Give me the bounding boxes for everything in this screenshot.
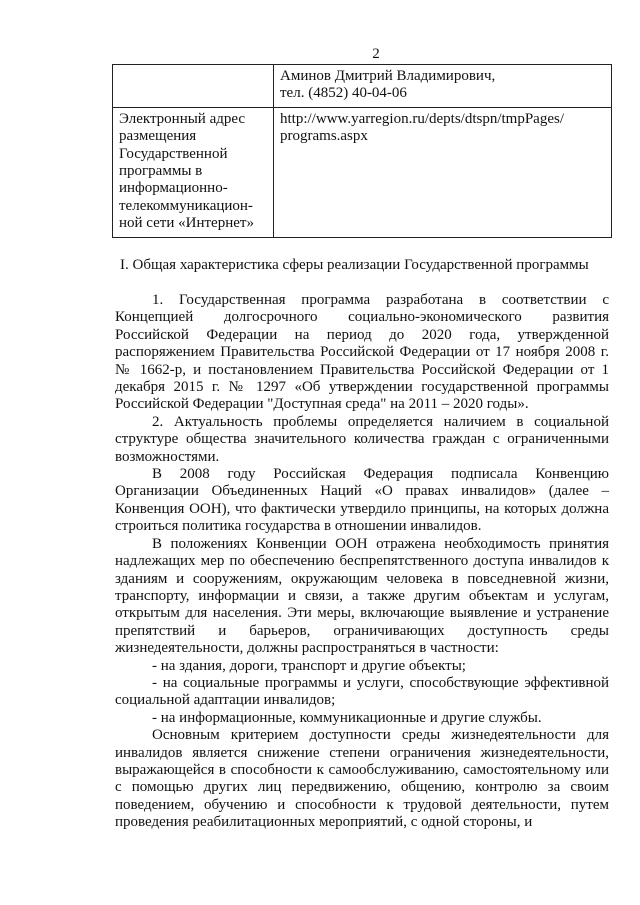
paragraph-line: 1. Государственная программа разработана в соответствии с [152, 292, 609, 308]
paragraph-line: поведением, обучению и способности к трудовой деятельности, путем [115, 796, 609, 813]
label-line: телекоммуникацион- [119, 197, 253, 214]
paragraph-line: строиться политика государства в отношении инвалидов. [115, 518, 482, 535]
paragraph-line: Основным критерием доступности среды жизнедеятельности для [152, 727, 609, 744]
paragraph-line: - на информационные, коммуникационные и другие службы. [152, 709, 542, 726]
paragraph-line: жизнедеятельности, должны распространяться в частности: [115, 640, 499, 657]
paragraph-line: - на здания, дороги, транспорт и другие объекты; [152, 657, 466, 674]
label-line: Государственной [119, 145, 228, 162]
paragraph-line: социальной адаптации инвалидов; [115, 692, 336, 709]
paragraph-line: № 1662-р, и постановлением Правительства Российской Федерации от 1 [115, 361, 609, 378]
paragraph-line: Российской Федерации на период до 2020 года, утвержденной [115, 326, 609, 343]
page-number: 2 [372, 46, 380, 62]
paragraph [115, 727, 609, 831]
paragraph-line: с помощью других лиц передвижению, общению, контролю за своим [115, 779, 609, 796]
label-line: информационно- [119, 180, 228, 197]
paragraph-line: зданиям и сооружениям, окружающим человека в повседневной жизни, [115, 570, 609, 587]
paragraph [115, 658, 609, 675]
program-info-table [112, 64, 612, 238]
paragraph [115, 466, 609, 536]
table-cell-empty [113, 65, 274, 108]
paragraph-line: надлежащих мер по обеспечению беспрепятственного доступа инвалидов к [115, 553, 609, 570]
paragraph-line: - на социальные программы и услуги, способствующие эффективной [152, 674, 609, 691]
document-body [115, 292, 609, 832]
contact-phone: тел. (4852) 40-04-06 [280, 85, 407, 102]
paragraph-line: препятствий и барьеров, ограничивающих доступность среды [115, 622, 609, 639]
table-row [113, 107, 612, 237]
section-heading: I. Общая характеристика сферы реализации Государственной программы [120, 257, 589, 273]
paragraph-line: структуре общества значительного количества граждан с ограниченными [115, 431, 609, 448]
paragraph [115, 536, 609, 658]
paragraph [115, 710, 609, 727]
paragraph-line: декабря 2015 г. № 1297 «Об утверждении государственной программы [115, 379, 609, 396]
paragraph-line: Конвенция ООН), что фактически утвердило принципы, на которых должна [115, 500, 609, 517]
paragraph-line: открытым для населения. Эти меры, включающие выявление и устранение [115, 605, 609, 622]
table-row [113, 65, 612, 108]
paragraph-line: 2. Актуальность проблемы определяется наличием в социальной [152, 413, 609, 430]
label-line: размещения [119, 128, 197, 145]
paragraph [115, 292, 609, 414]
paragraph-line: транспорту, информации и связи, а также другим объектам и услугам, [115, 587, 609, 604]
label-line: ной сети «Интернет» [119, 215, 254, 232]
paragraph-line: Организации Объединенных Наций «О правах инвалидов» (далее – [115, 483, 609, 500]
paragraph-line: возможностями. [115, 448, 220, 465]
label-line: Электронный адрес [119, 110, 246, 127]
table-cell-contact [274, 65, 612, 108]
paragraph-line: выражающейся в способности к самообслуживанию, самостоятельному или [115, 761, 609, 778]
paragraph-line: распоряжением Правительства Российской Федерации от 17 ноября 2008 г. [115, 344, 609, 361]
contact-name: Аминов Дмитрий Владимирович, [280, 68, 496, 84]
table-cell-url [274, 107, 612, 237]
paragraph-line: инвалидов является снижение степени ограничения жизнедеятельности, [115, 744, 609, 761]
paragraph [115, 414, 609, 466]
paragraph-line: В положениях Конвенции ООН отражена необходимость принятия [152, 535, 609, 552]
url-line: http://www.yarregion.ru/depts/dtspn/tmpPages/ [280, 110, 564, 127]
paragraph-line: Российской Федерации "Доступная среда" на 2011 – 2020 годы». [115, 396, 529, 413]
paragraph-line: Концепцией долгосрочного социально-экономического развития [115, 309, 609, 326]
paragraph-line: проведения реабилитационных мероприятий, с одной стороны, и [115, 814, 533, 831]
table-cell-label [113, 107, 274, 237]
paragraph-line: В 2008 году Российская Федерация подписала Конвенцию [152, 466, 609, 483]
label-line: программы в [119, 163, 203, 180]
url-line: programs.aspx [280, 128, 368, 145]
paragraph [115, 675, 609, 710]
